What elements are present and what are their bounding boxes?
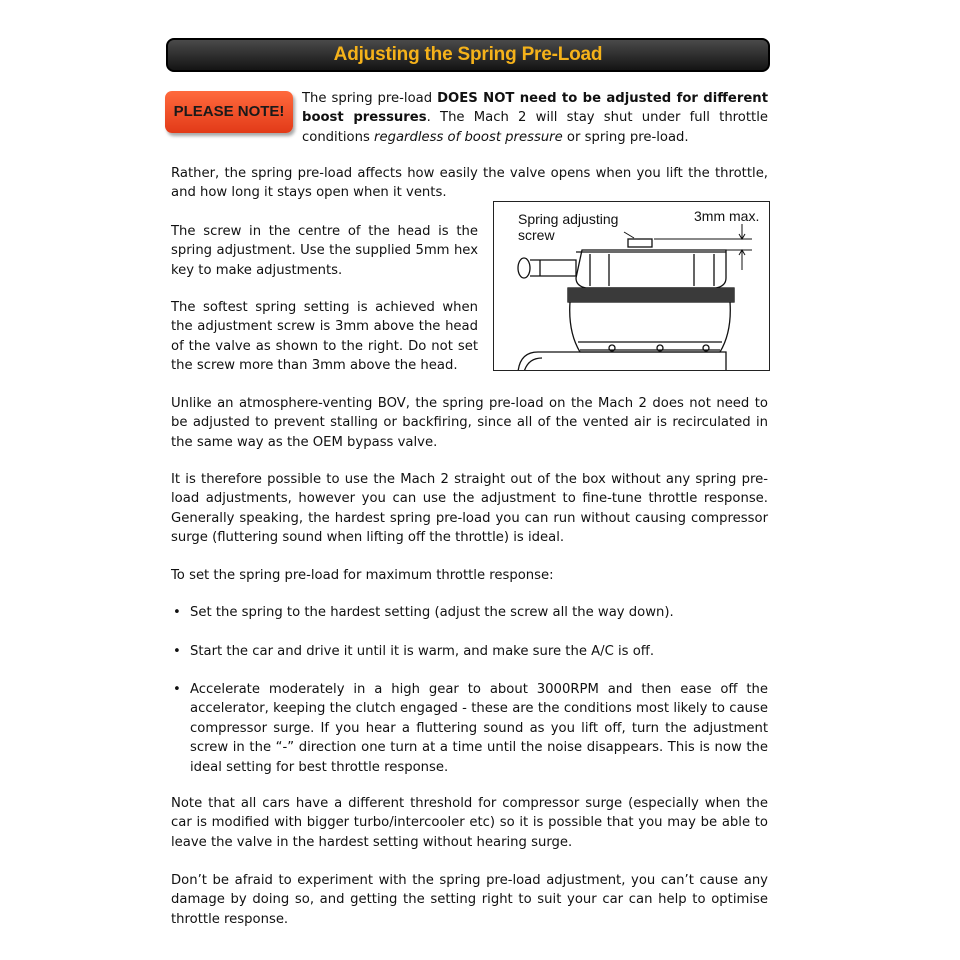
note-text-3: or spring pre-load. (562, 129, 689, 145)
note-text-bold: DOES NOT need to be adjusted for different boost pressures (302, 91, 768, 126)
paragraph-rather: Rather, the spring pre-load affects how easily the valve opens when you lift the throttle, and how long it stays open when it vents. (171, 166, 768, 201)
note-text-2: . The Mach 2 will stay shut under full throttle conditions (302, 110, 768, 145)
paragraph-dont: Don’t be afraid to experiment with the spring pre-load adjustment, you can’t cause any damage by doing so, and getting the setting right to suit your car can help to optimise throttle response. (171, 873, 768, 927)
list-item: Set the spring to the hardest setting (adjust the screw all the way down). (190, 605, 674, 620)
paragraph-softest: The softest spring setting is achieved when the adjustment screw is 3mm above the head of the valve as shown to the right. Do not set the screw more than 3mm above the head. (171, 300, 478, 374)
note-paragraph (302, 89, 768, 147)
label-spring-adjusting: Spring adjusting (518, 211, 619, 227)
list-item: Accelerate moderately in a high gear to about 3000RPM and then ease off the accelerator, keeping the clutch engaged - these are the conditions most likely to cause compressor surge. If you hear a fluttering sound as you lift off, turn the adjustment screw in the “-” direction one turn at a time until the noise disappears. This is now the ideal setting for best throttle response. (190, 682, 768, 775)
bullet-marker: • (173, 605, 181, 620)
label-screw: screw (518, 227, 555, 243)
please-note-badge (165, 91, 293, 133)
valve-diagram (493, 201, 770, 371)
bullet-marker: • (173, 644, 181, 659)
title-banner (166, 38, 770, 72)
label-3mm-max: 3mm max. (694, 208, 760, 224)
paragraph-unlike: Unlike an atmosphere-venting BOV, the spring pre-load on the Mach 2 does not need to be adjusted to prevent stalling or backfiring, since all of the vented air is recirculated in the same way as the OEM bypass valve. (171, 396, 768, 450)
paragraph-note: Note that all cars have a different threshold for compressor surge (especially when the car is modified with bigger turbo/intercooler etc) so it is possible that you may be able to leave the valve in the hardest setting without hearing surge. (171, 796, 768, 850)
list-item: Start the car and drive it until it is warm, and make sure the A/C is off. (190, 644, 655, 659)
page-title: Adjusting the Spring Pre-Load (333, 44, 603, 65)
paragraph-therefore: It is therefore possible to use the Mach 2 straight out of the box without any spring pre-load adjustments, however you can use the adjustment to fine-tune throttle response. Generally speaking, the hardest spring pre-load you can run without causing compressor surge (fluttering sound when lifting off the throttle) is ideal. (171, 472, 768, 546)
note-text-1: The spring pre-load (302, 91, 438, 106)
paragraph-to-set: To set the spring pre-load for maximum throttle response: (171, 568, 554, 583)
bullet-marker: • (173, 682, 181, 697)
please-note-label: PLEASE NOTE! (173, 103, 285, 120)
paragraph-screw: The screw in the centre of the head is the spring adjustment. Use the supplied 5mm hex key to make adjustments. (171, 224, 478, 278)
note-text-italic: regardless of boost pressure (374, 129, 563, 145)
